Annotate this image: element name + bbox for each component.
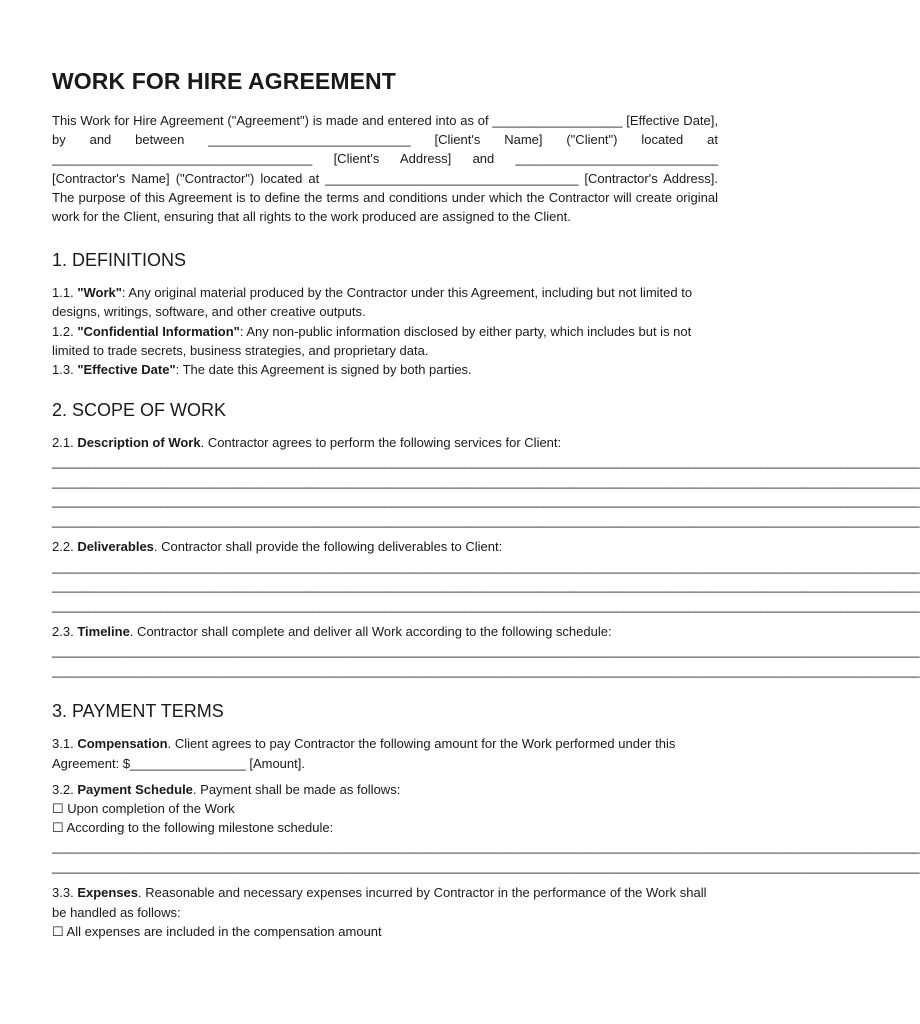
clause-1-2 [52,322,718,360]
clause-term: Compensation [77,736,168,752]
section-heading: 3. PAYMENT TERMS [52,701,224,722]
clause-3-3 [52,883,718,921]
clause-3-2 [52,780,718,799]
checkbox-upon-completion[interactable]: ☐ Upon completion of the Work [52,800,235,816]
clause-3-1 [52,734,718,772]
fill-in-line[interactable]: ________________________________________________________________________________________________________________________ [52,643,920,659]
section-heading: 2. SCOPE OF WORK [52,400,227,421]
clause-text: . Contractor shall complete and deliver all Work according to the following schedule: [129,624,612,640]
fill-in-line[interactable]: ________________________________________________________________________________________________________________________ [52,512,920,528]
clause-number: 3.1. [52,736,74,752]
fill-in-line[interactable]: ________________________________________________________________________________________________________________________ [52,839,920,855]
clause-number: 2.1. [52,435,74,451]
fill-in-line[interactable]: ________________________________________________________________________________________________________________________ [52,558,920,574]
clause-2-3 [52,622,718,641]
clause-text: . Client agrees to pay Contractor the following amount for the Work performed under this Agreement: $________________ [Amount]. [52,736,676,771]
clause-text: : Any original material produced by the Contractor under this Agreement, including but not limited to designs, writings, software, and other creative outputs. [52,285,693,320]
clause-term: "Confidential Information" [77,323,240,339]
clause-2-2 [52,537,718,556]
clause-term: "Effective Date" [77,362,176,378]
clause-text: . Contractor agrees to perform the following services for Client: [200,435,562,451]
fill-in-line[interactable]: ________________________________________________________________________________________________________________________ [52,578,920,594]
fill-in-line[interactable]: ________________________________________________________________________________________________________________________ [52,662,920,678]
checkbox-expenses-included[interactable]: ☐ All expenses are included in the compensation amount [52,923,382,939]
section-scope-of-work [52,400,920,680]
fill-in-line[interactable]: ________________________________________________________________________________________________________________________ [52,597,920,613]
clause-number: 3.2. [52,781,74,797]
section-definitions [52,250,718,379]
clause-2-1 [52,433,718,452]
clause-term: Expenses [77,885,139,901]
fill-in-line[interactable]: ________________________________________________________________________________________________________________________ [52,493,920,509]
clause-text: . Contractor shall provide the following deliverables to Client: [153,539,503,555]
clause-number: 1.2. [52,323,74,339]
clause-term: Description of Work [77,435,201,451]
document-title: WORK FOR HIRE AGREEMENT [52,68,396,94]
clause-number: 2.2. [52,539,74,555]
clause-number: 2.3. [52,624,74,640]
clause-text: . Reasonable and necessary expenses incurred by Contractor in the performance of the Work shall be handled as follows: [52,885,707,920]
clause-text: : Any non-public information disclosed by either party, which includes but is not limited to trade secrets, business strategies, and proprietary data. [52,323,692,358]
clause-1-3 [52,360,718,379]
checkbox-milestone-schedule[interactable]: ☐ According to the following milestone schedule: [52,820,334,836]
intro-paragraph: This Work for Hire Agreement ("Agreement") is made and entered into as of __________________ [Effective Date], by and between ____________________________ [Client's Name] ("Client") located at ____________________________________ [Client's Address] and ____________________________ [Contractor's Name] ("Contractor") located at ___________________________________ [Contractor's Address]. The purpose of this Agreement is to define the terms and conditions under which the Contractor will create original work for the Client, ensuring that all rights to the work produced are assigned to the Client. [52,113,718,225]
section-payment-terms [52,701,920,941]
clause-term: Timeline [77,624,130,640]
clause-text: : The date this Agreement is signed by both parties. [175,362,472,378]
clause-term: Deliverables [77,539,154,555]
clause-number: 1.1. [52,285,74,301]
clause-term: "Work" [77,285,122,301]
clause-term: Payment Schedule [77,781,193,797]
fill-in-line[interactable]: ________________________________________________________________________________________________________________________ [52,473,920,489]
fill-in-line[interactable]: ________________________________________________________________________________________________________________________ [52,454,920,470]
clause-number: 1.3. [52,362,74,378]
clause-1-1 [52,283,718,321]
section-heading: 1. DEFINITIONS [52,250,187,271]
clause-text: . Payment shall be made as follows: [192,781,401,797]
clause-number: 3.3. [52,885,74,901]
fill-in-line[interactable]: ________________________________________________________________________________________________________________________ [52,858,920,874]
